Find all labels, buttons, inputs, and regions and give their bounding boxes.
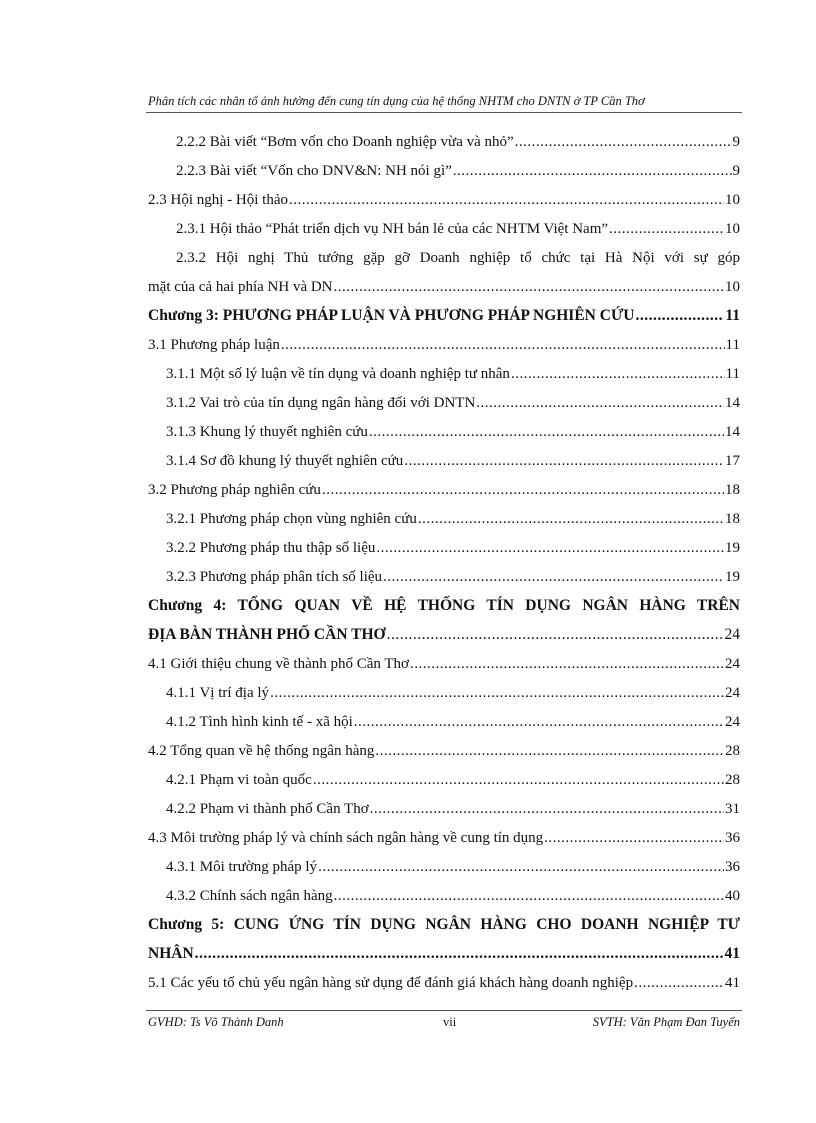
toc-entry-4-1-2[interactable]: 4.1.2 Tình hình kinh tế - xã hội ..... 24: [148, 702, 740, 731]
footer-advisor: GVHD: Ts Võ Thành Danh: [148, 1015, 284, 1029]
toc-entry-4-3-1[interactable]: 4.3.1 Môi trường pháp lý ..... 36: [148, 847, 740, 876]
toc-entry-4-1[interactable]: 4.1 Giới thiệu chung về thành phố Cần Thơ ..... 24: [148, 644, 740, 673]
toc-entry-3-1-2[interactable]: 3.1.2 Vai trò của tín dụng ngân hàng đối với DNTN ..... 14: [148, 383, 740, 412]
toc-entry-3-2-1[interactable]: 3.2.1 Phương pháp chọn vùng nghiên cứu ..... 18: [148, 499, 740, 528]
header-rule: [146, 112, 742, 113]
toc-entry-2-3[interactable]: 2.3 Hội nghị - Hội thảo ..... 10: [148, 180, 740, 209]
toc-chapter-4-line2[interactable]: ĐỊA BÀN THÀNH PHỐ CẦN THƠ ..... 24: [148, 615, 740, 644]
table-of-contents: [148, 122, 740, 992]
toc-entry-2-3-2-line1[interactable]: 2.3.2 Hội nghị Thủ tướng gặp gỡ Doanh nghiệp tổ chức tại Hà Nội với sự góp: [176, 250, 740, 266]
footer-page-number: vii: [443, 1015, 457, 1029]
toc-entry-2-3-1[interactable]: 2.3.1 Hội thảo “Phát triển dịch vụ NH bán lẻ của các NHTM Việt Nam” ..... 10: [148, 209, 740, 238]
toc-chapter-5-line1[interactable]: Chương 5: CUNG ỨNG TÍN DỤNG NGÂN HÀNG CHO DOANH NGHIỆP TƯ: [148, 916, 740, 933]
toc-entry-3-2-3[interactable]: 3.2.3 Phương pháp phân tích số liệu ..... 19: [148, 557, 740, 586]
toc-chapter-5-line2[interactable]: NHÂN ..... 41: [148, 934, 740, 963]
toc-entry-2-3-2-line2[interactable]: mặt của cả hai phía NH và DN ..... 10: [148, 267, 740, 296]
toc-entry-3-2-2[interactable]: 3.2.2 Phương pháp thu thập số liệu ..... 19: [148, 528, 740, 557]
toc-chapter-4-line1[interactable]: Chương 4: TỔNG QUAN VỀ HỆ THỐNG TÍN DỤNG NGÂN HÀNG TRÊN: [148, 597, 740, 614]
toc-entry-4-1-1[interactable]: 4.1.1 Vị trí địa lý ..... 24: [148, 673, 740, 702]
running-header: Phân tích các nhân tố ảnh hưởng đến cung tín dụng của hệ thống NHTM cho DNTN ở TP Cần Thơ: [148, 94, 645, 108]
toc-entry-4-2-2[interactable]: 4.2.2 Phạm vi thành phố Cần Thơ ..... 31: [148, 789, 740, 818]
toc-entry-4-2[interactable]: 4.2 Tổng quan về hệ thống ngân hàng ..... 28: [148, 731, 740, 760]
toc-entry-3-2[interactable]: 3.2 Phương pháp nghiên cứu ..... 18: [148, 470, 740, 499]
toc-entry-4-2-1[interactable]: 4.2.1 Phạm vi toàn quốc ..... 28: [148, 760, 740, 789]
toc-entry-2-2-2[interactable]: 2.2.2 Bài viết “Bơm vốn cho Doanh nghiệp vừa và nhỏ” ..... 9: [148, 122, 740, 151]
toc-entry-3-1[interactable]: 3.1 Phương pháp luận ..... 11: [148, 325, 740, 354]
toc-entry-5-1[interactable]: 5.1 Các yếu tố chủ yếu ngân hàng sử dụng để đánh giá khách hàng doanh nghiệp ..... 41: [148, 963, 740, 992]
footer-rule: [146, 1010, 742, 1011]
toc-entry-4-3-2[interactable]: 4.3.2 Chính sách ngân hàng ..... 40: [148, 876, 740, 905]
toc-chapter-3[interactable]: Chương 3: PHƯƠNG PHÁP LUẬN VÀ PHƯƠNG PHÁP NGHIÊN CỨU ..... 11: [148, 296, 740, 325]
footer-student: SVTH: Văn Phạm Đan Tuyển: [592, 1015, 740, 1029]
toc-entry-3-1-1[interactable]: 3.1.1 Một số lý luận về tín dụng và doanh nghiệp tư nhân ..... 11: [148, 354, 740, 383]
toc-entry-3-1-4[interactable]: 3.1.4 Sơ đồ khung lý thuyết nghiên cứu ..... 17: [148, 441, 740, 470]
toc-entry-2-2-3[interactable]: 2.2.3 Bài viết “Vốn cho DNV&N: NH nói gì” ..... 9: [148, 151, 740, 180]
toc-entry-4-3[interactable]: 4.3 Môi trường pháp lý và chính sách ngân hàng về cung tín dụng ..... 36: [148, 818, 740, 847]
toc-entry-3-1-3[interactable]: 3.1.3 Khung lý thuyết nghiên cứu ..... 14: [148, 412, 740, 441]
